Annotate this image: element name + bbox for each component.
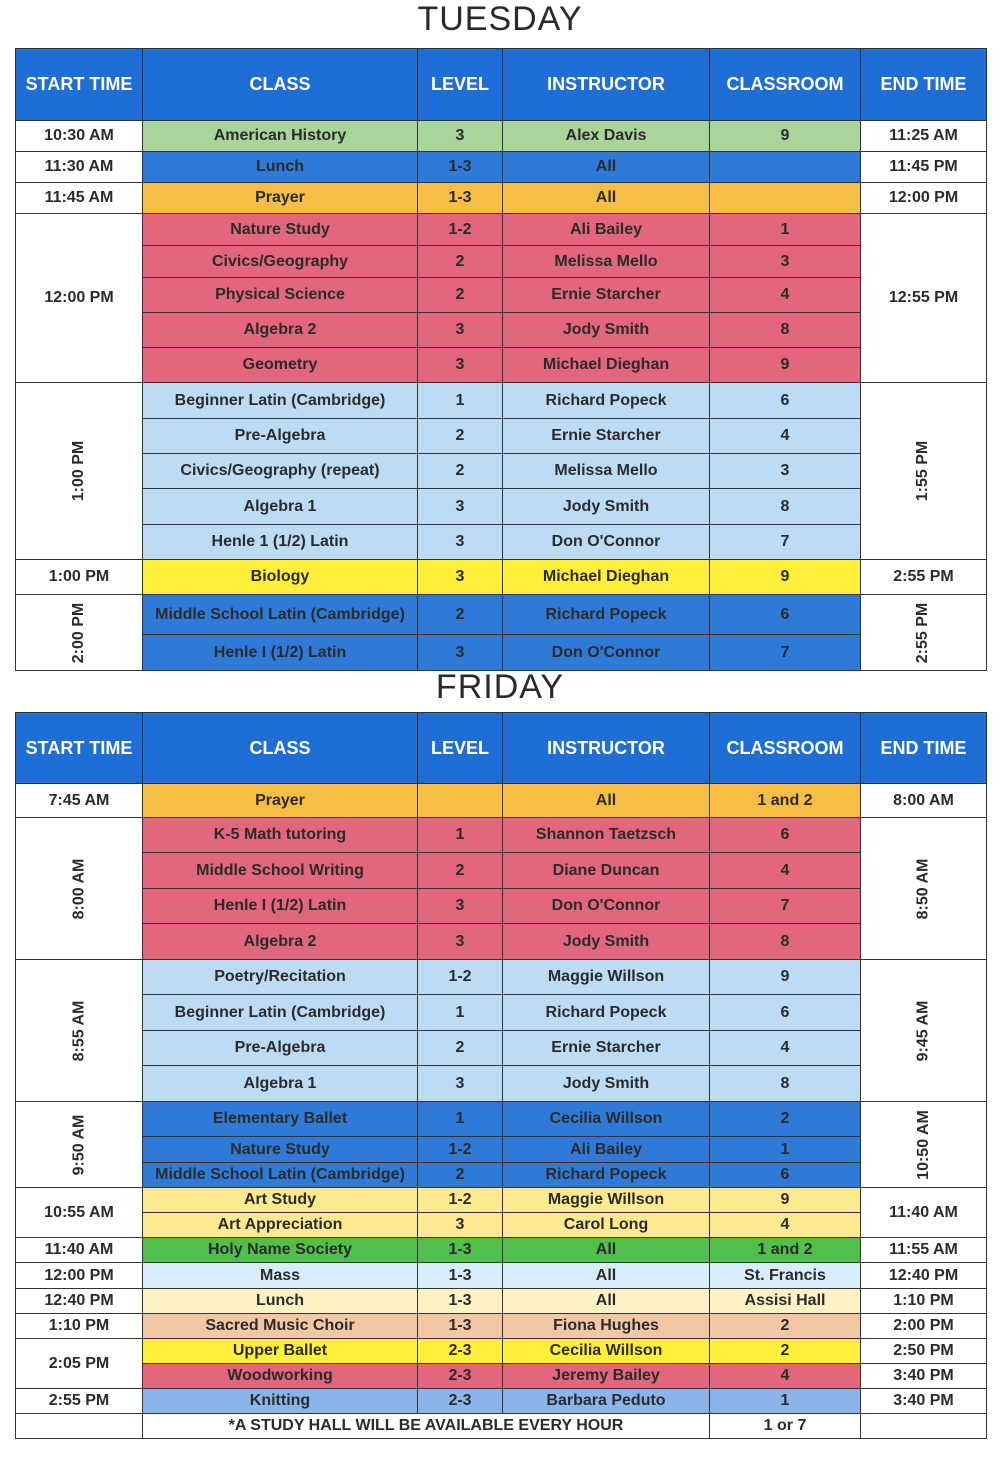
instructor: Shannon Taetzsch [503, 818, 710, 853]
instructor: Michael Dieghan [503, 348, 710, 383]
start-time: 11:40 AM [16, 1238, 143, 1263]
classroom: 8 [710, 489, 861, 525]
class-name: Middle School Writing [143, 853, 418, 889]
end-time: 2:50 PM [861, 1339, 987, 1364]
end-time: 3:40 PM [861, 1389, 987, 1414]
study-hall-room: 1 or 7 [710, 1414, 861, 1439]
level: 2 [418, 278, 503, 313]
header-end-time: END TIME [861, 713, 987, 784]
classroom: 2 [710, 1102, 861, 1137]
class-name: Civics/Geography [143, 246, 418, 278]
start-time: 2:55 PM [16, 1389, 143, 1414]
header-class: CLASS [143, 49, 418, 121]
table-row [16, 313, 987, 348]
classroom: 9 [710, 121, 861, 152]
end-time-vertical-label: 1:55 PM [914, 440, 932, 502]
class-name: Art Study [143, 1188, 418, 1213]
classroom: Assisi Hall [710, 1289, 861, 1314]
class-name: Lunch [143, 1289, 418, 1314]
classroom: 1 [710, 1137, 861, 1163]
classroom: 4 [710, 1213, 861, 1238]
classroom: 4 [710, 853, 861, 889]
end-time-vertical-label: 2:55 PM [914, 602, 932, 663]
table-row [16, 1389, 987, 1414]
start-time: 10:55 AM [16, 1188, 143, 1238]
header-instructor: INSTRUCTOR [503, 49, 710, 121]
level: 3 [418, 889, 503, 924]
start-time: 11:30 AM [16, 152, 143, 183]
table-row [16, 1163, 987, 1188]
classroom: 6 [710, 1163, 861, 1188]
classroom: 1 and 2 [710, 784, 861, 818]
study-hall-note-row [16, 1414, 987, 1439]
blank-cell [861, 1414, 987, 1439]
instructor: Ali Bailey [503, 1137, 710, 1163]
table-row [16, 1339, 987, 1364]
class-name: Middle School Latin (Cambridge) [143, 1163, 418, 1188]
start-time: 12:40 PM [16, 1289, 143, 1314]
tuesday-title: TUESDAY [417, 0, 583, 38]
instructor: Jody Smith [503, 1066, 710, 1102]
level: 3 [418, 1213, 503, 1238]
instructor: Jeremy Bailey [503, 1364, 710, 1389]
end-time [861, 818, 987, 960]
classroom: 7 [710, 525, 861, 560]
header-classroom: CLASSROOM [710, 713, 861, 784]
classroom: 9 [710, 960, 861, 995]
instructor: Barbara Peduto [503, 1389, 710, 1414]
table-row [16, 1102, 987, 1137]
instructor: Jody Smith [503, 924, 710, 960]
end-time: 2:55 PM [861, 560, 987, 595]
start-time: 7:45 AM [16, 784, 143, 818]
classroom: 2 [710, 1314, 861, 1339]
class-name: Poetry/Recitation [143, 960, 418, 995]
classroom: 3 [710, 454, 861, 489]
end-time: 12:40 PM [861, 1263, 987, 1289]
instructor: Richard Popeck [503, 1163, 710, 1188]
instructor: Ernie Starcher [503, 419, 710, 454]
instructor: Richard Popeck [503, 995, 710, 1031]
start-time-vertical-label: 9:50 AM [69, 1114, 87, 1175]
instructor: Cecilia Willson [503, 1339, 710, 1364]
header-start-time: START TIME [16, 49, 143, 121]
instructor: Ernie Starcher [503, 278, 710, 313]
end-time: 11:45 PM [861, 152, 987, 183]
level: 2 [418, 419, 503, 454]
start-time [16, 1102, 143, 1188]
end-time [861, 960, 987, 1102]
class-name: Civics/Geography (repeat) [143, 454, 418, 489]
end-time: 11:55 AM [861, 1238, 987, 1263]
end-time: 2:00 PM [861, 1314, 987, 1339]
class-name: Henle I (1/2) Latin [143, 889, 418, 924]
class-name: Holy Name Society [143, 1238, 418, 1263]
end-time: 8:00 AM [861, 784, 987, 818]
instructor: Alex Davis [503, 121, 710, 152]
table-row [16, 889, 987, 924]
table-row [16, 121, 987, 152]
end-time: 12:00 PM [861, 183, 987, 214]
classroom [710, 183, 861, 214]
class-name: Woodworking [143, 1364, 418, 1389]
instructor: All [503, 784, 710, 818]
class-name: Geometry [143, 348, 418, 383]
level: 1-3 [418, 1263, 503, 1289]
class-name: Lunch [143, 152, 418, 183]
level: 3 [418, 313, 503, 348]
class-name: American History [143, 121, 418, 152]
level: 1 [418, 383, 503, 419]
class-name: Elementary Ballet [143, 1102, 418, 1137]
level: 3 [418, 635, 503, 671]
instructor: Carol Long [503, 1213, 710, 1238]
level: 2 [418, 246, 503, 278]
classroom: 7 [710, 635, 861, 671]
level [418, 784, 503, 818]
class-name: Algebra 1 [143, 1066, 418, 1102]
instructor: All [503, 183, 710, 214]
classroom: 4 [710, 278, 861, 313]
classroom: 4 [710, 419, 861, 454]
start-time: 10:30 AM [16, 121, 143, 152]
instructor: Maggie Willson [503, 1188, 710, 1213]
instructor: Diane Duncan [503, 853, 710, 889]
classroom: 8 [710, 313, 861, 348]
classroom: 6 [710, 595, 861, 635]
level: 2-3 [418, 1364, 503, 1389]
level: 2 [418, 1031, 503, 1066]
class-name: Beginner Latin (Cambridge) [143, 383, 418, 419]
table-row [16, 183, 987, 214]
level: 1-3 [418, 1289, 503, 1314]
classroom [710, 152, 861, 183]
class-name: Pre-Algebra [143, 1031, 418, 1066]
friday-title: FRIDAY [435, 668, 565, 706]
instructor: All [503, 1263, 710, 1289]
instructor: Jody Smith [503, 489, 710, 525]
instructor: Fiona Hughes [503, 1314, 710, 1339]
friday-schedule-table [15, 712, 987, 1439]
class-name: Middle School Latin (Cambridge) [143, 595, 418, 635]
class-name: Beginner Latin (Cambridge) [143, 995, 418, 1031]
start-time-vertical-label: 8:00 AM [69, 858, 87, 919]
table-row [16, 1137, 987, 1163]
class-name: K-5 Math tutoring [143, 818, 418, 853]
table-row [16, 419, 987, 454]
instructor: Melissa Mello [503, 454, 710, 489]
start-time [16, 595, 143, 671]
table-row [16, 1314, 987, 1339]
class-name: Henle I (1/2) Latin [143, 635, 418, 671]
table-row [16, 595, 987, 635]
table-row [16, 784, 987, 818]
instructor: Don O'Connor [503, 525, 710, 560]
classroom: 6 [710, 383, 861, 419]
tuesday-schedule-table [15, 48, 987, 671]
header-row [16, 713, 987, 784]
class-name: Algebra 2 [143, 924, 418, 960]
classroom: 1 [710, 214, 861, 246]
table-row [16, 1364, 987, 1389]
instructor: Richard Popeck [503, 383, 710, 419]
class-name: Pre-Algebra [143, 419, 418, 454]
level: 1 [418, 1102, 503, 1137]
instructor: Ali Bailey [503, 214, 710, 246]
level: 2 [418, 853, 503, 889]
table-row [16, 995, 987, 1031]
classroom: 4 [710, 1031, 861, 1066]
table-row [16, 489, 987, 525]
start-time: 12:00 PM [16, 1263, 143, 1289]
table-row [16, 525, 987, 560]
level: 1-2 [418, 1137, 503, 1163]
level: 3 [418, 924, 503, 960]
table-row [16, 383, 987, 419]
level: 3 [418, 560, 503, 595]
start-time: 11:45 AM [16, 183, 143, 214]
class-name: Art Appreciation [143, 1213, 418, 1238]
end-time-vertical-label: 8:50 AM [914, 858, 932, 919]
classroom: 9 [710, 560, 861, 595]
classroom: 3 [710, 246, 861, 278]
class-name: Prayer [143, 784, 418, 818]
header-end-time: END TIME [861, 49, 987, 121]
end-time: 11:40 AM [861, 1188, 987, 1238]
start-time: 1:10 PM [16, 1314, 143, 1339]
start-time: 1:00 PM [16, 560, 143, 595]
end-time-vertical-label: 9:45 AM [914, 1000, 932, 1061]
class-name: Algebra 1 [143, 489, 418, 525]
instructor: Don O'Connor [503, 635, 710, 671]
level: 1 [418, 818, 503, 853]
instructor: Jody Smith [503, 313, 710, 348]
instructor: All [503, 1289, 710, 1314]
level: 3 [418, 121, 503, 152]
level: 2-3 [418, 1389, 503, 1414]
level: 2 [418, 1163, 503, 1188]
classroom: 1 and 2 [710, 1238, 861, 1263]
table-row [16, 1188, 987, 1213]
end-time [861, 595, 987, 671]
table-row [16, 853, 987, 889]
classroom: 4 [710, 1364, 861, 1389]
start-time: 2:05 PM [16, 1339, 143, 1389]
start-time [16, 960, 143, 1102]
classroom: 8 [710, 924, 861, 960]
table-row [16, 1289, 987, 1314]
instructor: Michael Dieghan [503, 560, 710, 595]
class-name: Knitting [143, 1389, 418, 1414]
level: 3 [418, 1066, 503, 1102]
table-row [16, 1066, 987, 1102]
class-name: Physical Science [143, 278, 418, 313]
start-time-vertical-label: 2:00 PM [70, 602, 87, 663]
classroom: 6 [710, 818, 861, 853]
instructor: Cecilia Willson [503, 1102, 710, 1137]
instructor: Don O'Connor [503, 889, 710, 924]
table-row [16, 1263, 987, 1289]
end-time-vertical-label: 10:50 AM [914, 1109, 932, 1180]
header-start-time: START TIME [16, 713, 143, 784]
start-time-vertical-label: 1:00 PM [70, 440, 87, 502]
level: 2-3 [418, 1339, 503, 1364]
start-time-vertical-label: 8:55 AM [69, 1000, 87, 1061]
class-name: Nature Study [143, 1137, 418, 1163]
table-row [16, 278, 987, 313]
table-row [16, 818, 987, 853]
classroom: 8 [710, 1066, 861, 1102]
end-time: 11:25 AM [861, 121, 987, 152]
instructor: All [503, 1238, 710, 1263]
instructor: Ernie Starcher [503, 1031, 710, 1066]
level: 3 [418, 489, 503, 525]
level: 1 [418, 995, 503, 1031]
table-row [16, 246, 987, 278]
header-level: LEVEL [418, 49, 503, 121]
end-time [861, 1102, 987, 1188]
instructor: Melissa Mello [503, 246, 710, 278]
level: 1-2 [418, 1188, 503, 1213]
table-row [16, 1213, 987, 1238]
level: 3 [418, 348, 503, 383]
table-row [16, 214, 987, 246]
class-name: Biology [143, 560, 418, 595]
classroom: 1 [710, 1389, 861, 1414]
class-name: Prayer [143, 183, 418, 214]
level: 2 [418, 454, 503, 489]
level: 1-3 [418, 1238, 503, 1263]
header-level: LEVEL [418, 713, 503, 784]
table-row [16, 560, 987, 595]
header-instructor: INSTRUCTOR [503, 713, 710, 784]
level: 1-3 [418, 152, 503, 183]
table-row [16, 152, 987, 183]
classroom: 6 [710, 995, 861, 1031]
end-time [861, 383, 987, 560]
start-time [16, 383, 143, 560]
table-row [16, 1238, 987, 1263]
level: 1-2 [418, 960, 503, 995]
table-row [16, 924, 987, 960]
end-time: 12:55 PM [861, 214, 987, 383]
instructor: All [503, 152, 710, 183]
class-name: Algebra 2 [143, 313, 418, 348]
level: 1-3 [418, 1314, 503, 1339]
table-row [16, 960, 987, 995]
class-name: Upper Ballet [143, 1339, 418, 1364]
header-classroom: CLASSROOM [710, 49, 861, 121]
blank-cell [16, 1414, 143, 1439]
class-name: Henle 1 (1/2) Latin [143, 525, 418, 560]
level: 1-3 [418, 183, 503, 214]
table-row [16, 454, 987, 489]
class-name: Nature Study [143, 214, 418, 246]
start-time: 12:00 PM [16, 214, 143, 383]
classroom: 2 [710, 1339, 861, 1364]
instructor: Richard Popeck [503, 595, 710, 635]
end-time: 3:40 PM [861, 1364, 987, 1389]
level: 1-2 [418, 214, 503, 246]
classroom: 9 [710, 1188, 861, 1213]
instructor: Maggie Willson [503, 960, 710, 995]
classroom: 7 [710, 889, 861, 924]
header-class: CLASS [143, 713, 418, 784]
class-name: Mass [143, 1263, 418, 1289]
level: 2 [418, 595, 503, 635]
classroom: St. Francis [710, 1263, 861, 1289]
table-row [16, 635, 987, 671]
class-name: Sacred Music Choir [143, 1314, 418, 1339]
end-time: 1:10 PM [861, 1289, 987, 1314]
study-hall-note: *A STUDY HALL WILL BE AVAILABLE EVERY HOUR [143, 1414, 710, 1439]
table-row [16, 348, 987, 383]
table-row [16, 1031, 987, 1066]
start-time [16, 818, 143, 960]
classroom: 9 [710, 348, 861, 383]
level: 3 [418, 525, 503, 560]
header-row [16, 49, 987, 121]
